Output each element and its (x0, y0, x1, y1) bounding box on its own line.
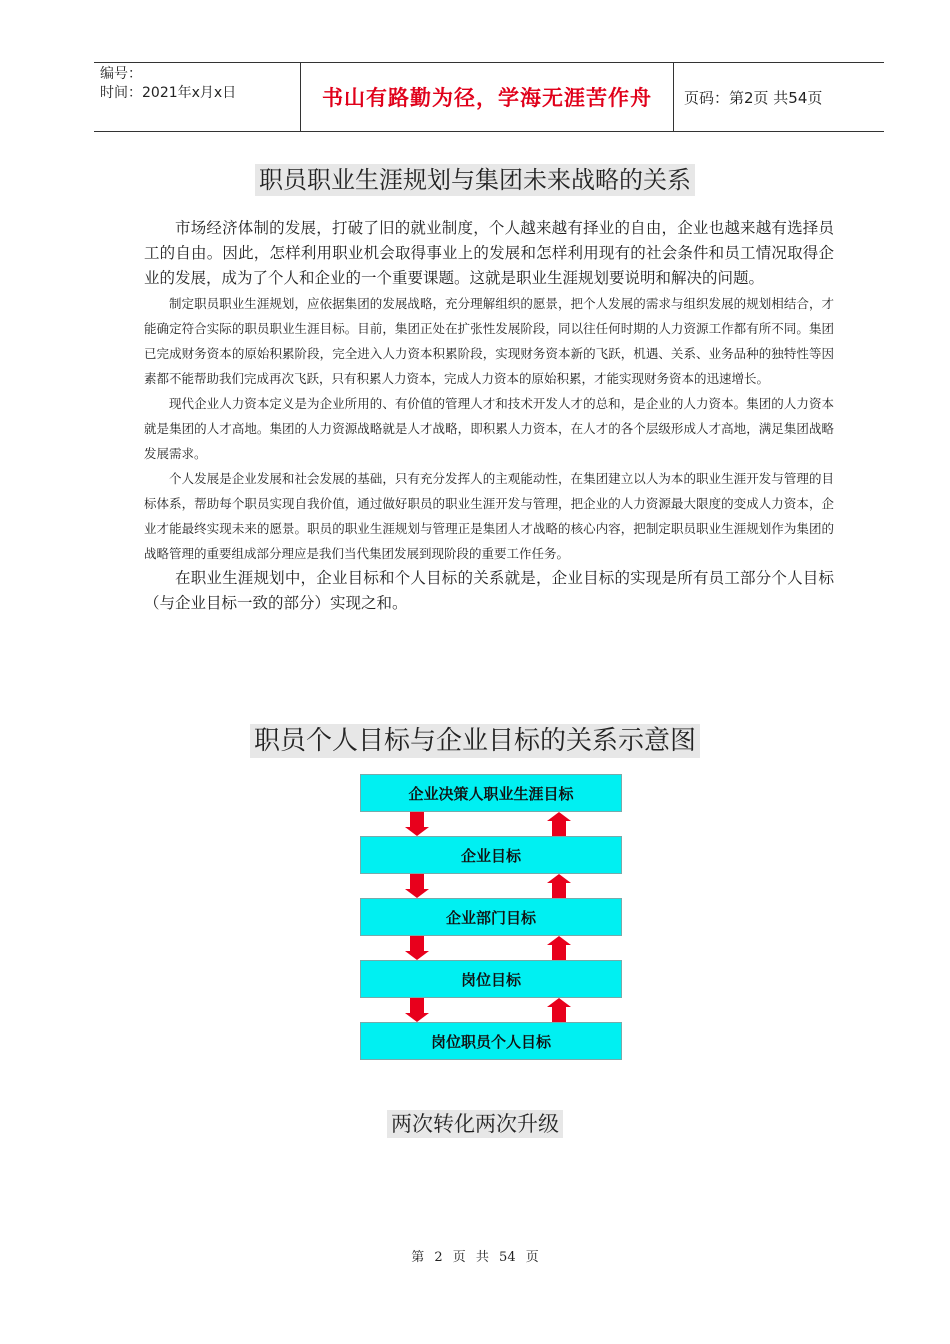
paragraph-5: 在职业生涯规划中，企业目标和个人目标的关系就是，企业目标的实现是所有员工部分个人目标（与企业目标一致的部分）实现之和。 (144, 569, 834, 612)
main-title-text: 职员职业生涯规划与集团未来战略的关系 (255, 164, 695, 196)
up-arrow-icon-2 (547, 874, 571, 898)
down-arrow-icon-3 (405, 936, 429, 960)
paragraph-3: 现代企业人力资本定义是为企业所用的、有价值的管理人才和技术开发人才的总和，是企业的人力资本。集团的人力资本就是集团的人才高地。集团的人力资源战略就是人才战略，即积累人力资本，在人才的各个层级形成人才高地，满足集团战略发展需求。 (144, 396, 834, 461)
diagram-box-1: 企业决策人职业生涯目标 (360, 774, 622, 812)
diagram-box-5: 岗位职员个人目标 (360, 1022, 622, 1060)
number-label: 编号： (100, 66, 142, 82)
page-footer: 第 2 页 共 54 页 (411, 1250, 539, 1265)
up-arrow-icon-1 (547, 812, 571, 836)
subtitle-text: 两次转化两次升级 (387, 1110, 563, 1138)
header-table (94, 62, 884, 132)
paragraph-4: 个人发展是企业发展和社会发展的基础，只有充分发挥人的主观能动性，在集团建立以人为本的职业生涯开发与管理的目标体系，帮助每个职员实现自我价值，通过做好职员的职业生涯开发与管理，把企业的人力资源最大限度的变成人力资本，企业才能最终实现未来的愿景。职员的职业生涯规划与管理正是集团人才战略的核心内容，把制定职员职业生涯规划作为集团的战略管理的重要组成部分理应是我们当代集团发展到现阶段的重要工作任务。 (144, 471, 834, 561)
up-arrow-icon-3 (547, 936, 571, 960)
up-arrow-icon-4 (547, 998, 571, 1022)
down-arrow-icon-4 (405, 998, 429, 1022)
diagram-title (0, 720, 950, 757)
paragraph-2: 制定职员职业生涯规划，应依据集团的发展战略，充分理解组织的愿景，把个人发展的需求与组织发展的规划相结合，才能确定符合实际的职员职业生涯目标。目前，集团正处在扩张性发展阶段，同以往任何时期的人力资源工作都有所不同。集团已完成财务资本的原始积累阶段，完全进入人力资本积累阶段，实现财务资本新的飞跃，机遇、关系、业务品种的独特性等因素都不能帮助我们完成再次飞跃，只有积累人力资本，完成人力资本的原始积累，才能实现财务资本的迅速增长。 (144, 296, 834, 386)
main-title (0, 160, 950, 195)
diagram-arrows (360, 774, 622, 1064)
page-info: 页码：第2页 共54页 (684, 88, 823, 107)
paragraph-1: 市场经济体制的发展，打破了旧的就业制度，个人越来越有择业的自由，企业也越来越有选择员工的自由。因此，怎样利用职业机会取得事业上的发展和怎样利用现有的社会条件和员工情况取得企业的发展，成为了个人和企业的一个重要课题。这就是职业生涯规划要说明和解决的问题。 (144, 219, 834, 287)
subtitle (0, 1108, 950, 1138)
motto: 书山有路勤为径，学海无涯苦作舟 (301, 63, 674, 131)
down-arrow-icon-1 (405, 812, 429, 836)
diagram-box-3: 企业部门目标 (360, 898, 622, 936)
diagram-box-4: 岗位目标 (360, 960, 622, 998)
diagram-box-2: 企业目标 (360, 836, 622, 874)
header-left-cell (94, 63, 301, 131)
diagram-title-text: 职员个人目标与企业目标的关系示意图 (250, 724, 700, 758)
goal-diagram (360, 774, 622, 1064)
time-label: 时间：2021年x月x日 (100, 85, 237, 101)
body-text (144, 216, 834, 616)
down-arrow-icon-2 (405, 874, 429, 898)
